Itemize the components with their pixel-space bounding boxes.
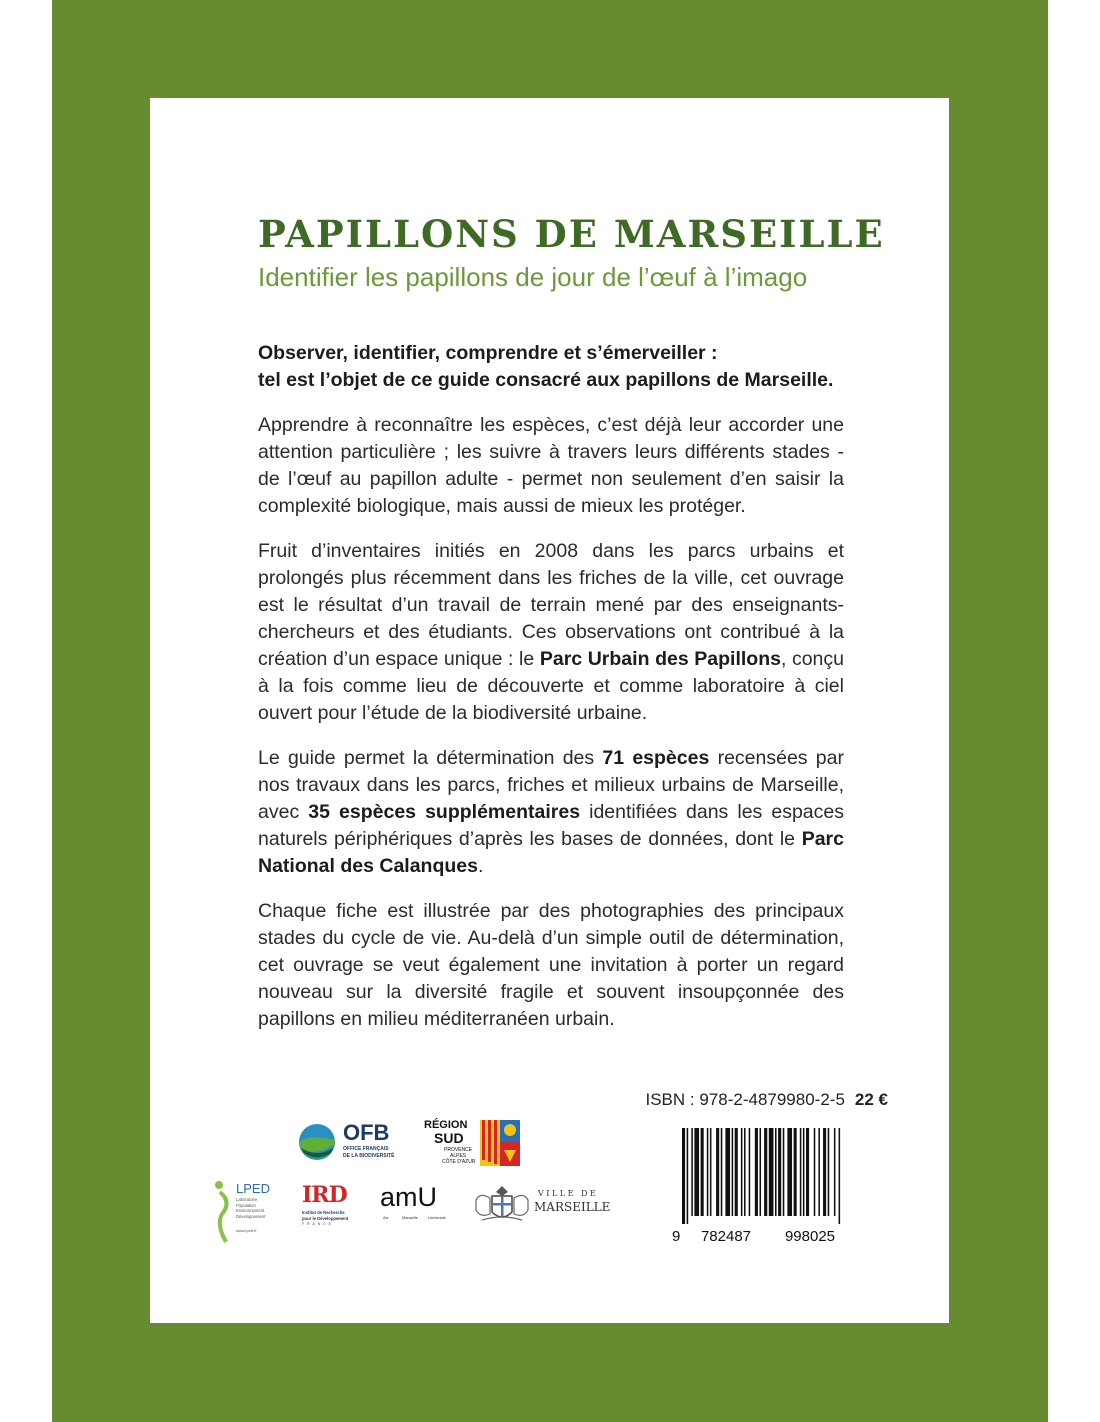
region-sub-2: ALPES: [450, 1153, 467, 1159]
region-label: RÉGION: [424, 1119, 468, 1131]
isbn-line: [640, 1090, 888, 1110]
content-panel: [150, 98, 949, 1323]
paragraph-4: Chaque fiche est illustrée par des photographies des principaux stades du cycle de vie. Au-delà d’un simple outil de détermination, cet ouvrage se veut également une invitation à porter un regard nouveau sur la diversité fragile et souvent insoupçonnée des papillons en milieu méditerranéen urbain.: [258, 900, 844, 1030]
region-sud-label: SUD: [434, 1130, 464, 1146]
book-subtitle: Identifier les papillons de jour de l’œuf à l’imago: [258, 262, 808, 292]
paragraph-3-text-d: .: [477, 855, 484, 877]
barcode-bar: [716, 1128, 719, 1216]
barcode-bar: [764, 1128, 767, 1216]
barcode-bar: [691, 1128, 693, 1216]
barcode-bars: [682, 1128, 840, 1224]
barcode-bar: [735, 1128, 738, 1216]
ville-de-label: VILLE DE: [538, 1189, 599, 1198]
barcode-bar: [794, 1128, 797, 1216]
barcode-bar: [749, 1128, 751, 1216]
paragraph-1: Apprendre à reconnaître les espèces, c’est déjà leur accorder une attention particulière ; les suivre à travers leurs différents stades - de l’œuf au papillon adulte - permet non seulement d’en saisir la complexité biologique, mais aussi de mieux les protéger.: [258, 414, 844, 517]
ofb-name: OFB: [343, 1120, 390, 1145]
ird-sub-2: pour le Développement: [302, 1216, 349, 1221]
barcode-bar: [694, 1128, 699, 1216]
paragraph-2-text-a: Fruit d’inventaires initiés en 2008 dans les parcs urbains et prolongés plus récemment dans les friches de la ville, cet ouvrage est le résultat d’un travail de terrain mené par des enseignants-chercheurs et des étudiants. Ces observations ont contribué à la création d’un espace unique : le: [258, 540, 844, 670]
barcode-bar: [778, 1128, 781, 1216]
isbn-barcode: [670, 1124, 855, 1244]
amu-logo: [380, 1182, 454, 1222]
lead-paragraph: [258, 340, 844, 394]
barcode-digit-first: 9: [672, 1228, 681, 1244]
ofb-logo: [298, 1120, 400, 1164]
parc-national-name: Parc National des Calanques: [258, 828, 844, 877]
amu-name: amU: [380, 1182, 438, 1212]
lped-url: www.lped.fr: [236, 1228, 257, 1233]
lead-line-1: Observer, identifier, comprendre et s’émerveiller :: [258, 342, 718, 364]
ofb-sub-1: OFFICE FRANÇAIS: [343, 1146, 389, 1152]
barcode-bar: [818, 1128, 820, 1216]
barcode-bar: [803, 1128, 805, 1216]
lped-name: LPED: [236, 1181, 270, 1196]
region-sub-1: PROVENCE: [444, 1147, 473, 1153]
lped-logo: [214, 1180, 284, 1244]
barcode-bar: [769, 1128, 774, 1216]
marseille-crest-icon: [472, 1184, 532, 1224]
region-sud-logo: [424, 1118, 520, 1168]
barcode-bar: [744, 1128, 746, 1216]
paragraph-3: [258, 745, 844, 880]
barcode-digits-right: 998025: [784, 1228, 836, 1244]
ird-sub-3: FRANCE: [302, 1222, 334, 1226]
barcode-bar: [687, 1128, 689, 1224]
barcode-bar: [834, 1128, 836, 1216]
barcode-bar: [707, 1128, 709, 1216]
barcode-bar: [814, 1128, 816, 1216]
barcode-bar: [682, 1128, 685, 1224]
barcode-bar: [828, 1128, 830, 1216]
barcode-bar: [760, 1128, 762, 1216]
region-sub-3: CÔTE D'AZUR: [442, 1159, 476, 1165]
barcode-bar: [725, 1128, 730, 1216]
extra-species-count: 35 espèces supplémentaires: [308, 801, 581, 823]
parc-urbain-name: Parc Urbain des Papillons: [539, 648, 781, 670]
paragraph-2-text-b: , conçu à la fois comme lieu de découverte et comme laboratoire à ciel ouvert pour l’étude de la biodiversité urbaine.: [258, 648, 844, 724]
back-cover-text: [258, 340, 844, 1051]
paragraph-3-text-b: recensées par nos travaux dans les parcs, friches et milieux urbains de Marseille, avec: [258, 747, 844, 823]
amu-sub-1: Aix: [383, 1215, 389, 1220]
barcode-bar: [732, 1128, 734, 1216]
barcode-bar: [783, 1128, 785, 1216]
barcode-bar: [787, 1128, 792, 1216]
barcode-bar: [839, 1128, 841, 1224]
paragraph-3-text-c: identifiées dans les espaces naturels périphériques d’après les bases de données, dont le: [258, 801, 844, 850]
book-title: PAPILLONS DE MARSEILLE: [258, 212, 885, 256]
barcode-bar: [721, 1128, 723, 1216]
paragraph-3-text-a: Le guide permet la détermination des: [258, 747, 603, 769]
region-shield-icon: [480, 1120, 520, 1166]
barcode-bar: [823, 1128, 826, 1216]
barcode-bar: [755, 1128, 758, 1216]
ird-sub-1: Institut de Recherche: [302, 1210, 345, 1215]
lead-line-2: tel est l’objet de ce guide consacré aux papillons de Marseille.: [258, 369, 834, 391]
ird-name: IRD: [302, 1182, 347, 1208]
barcode-bar: [806, 1128, 809, 1216]
amu-sub-3: Université: [428, 1215, 446, 1220]
species-count: 71 espèces: [602, 747, 710, 769]
paragraph-2: [258, 538, 844, 727]
barcode-digits-left: 782487: [700, 1228, 752, 1244]
ville-de-marseille-logo: [472, 1184, 612, 1228]
ofb-sub-2: DE LA BIODIVERSITÉ: [343, 1153, 395, 1159]
lped-figure-icon: [214, 1180, 234, 1244]
barcode-bar: [741, 1128, 743, 1216]
isbn-number: ISBN : 978-2-4879980-2-5: [645, 1090, 845, 1109]
barcode-bar: [701, 1128, 704, 1216]
barcode-bar: [710, 1128, 712, 1216]
marseille-label: MARSEILLE: [534, 1200, 611, 1214]
lped-sub: Laboratoire Population Environnement Développement: [236, 1197, 266, 1219]
ird-logo: [302, 1184, 362, 1228]
barcode-bar: [775, 1128, 777, 1216]
barcode-bar: [800, 1128, 802, 1216]
price: 22 €: [854, 1090, 888, 1109]
amu-sub-2: Marseille: [402, 1215, 419, 1220]
